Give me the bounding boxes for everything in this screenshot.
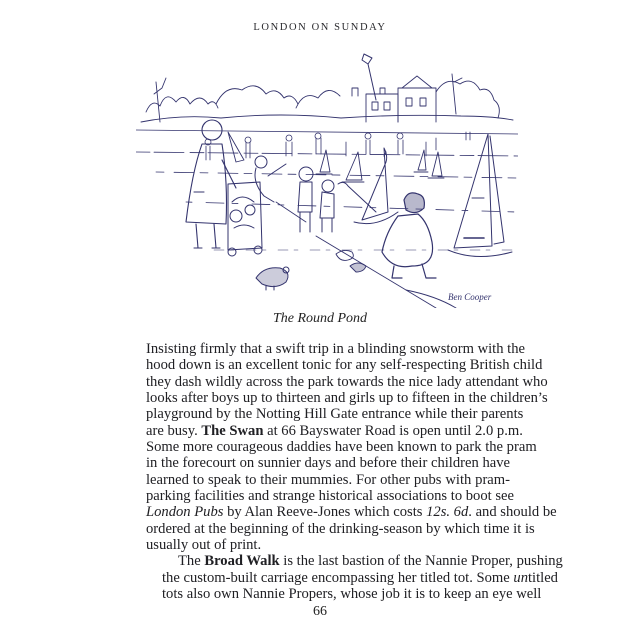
text-line bbox=[146, 439, 537, 456]
text-run: they dash wildly across the park towards the nice lady attendant who bbox=[146, 373, 548, 390]
text-run: is the last bastion of the Nannie Proper, pushing bbox=[279, 553, 563, 570]
text-run: usually out of print. bbox=[146, 537, 262, 554]
text-run: the custom-built carriage encompassing her titled tot. Some bbox=[162, 569, 514, 586]
paragraph bbox=[146, 553, 563, 603]
text-line bbox=[146, 373, 548, 390]
paragraph bbox=[146, 341, 557, 554]
text-run: in the forecourt on sunnier days and before their children have bbox=[146, 455, 510, 472]
text-run: hood down is an excellent tonic for any self-respecting British child bbox=[146, 357, 543, 374]
text-line bbox=[146, 488, 514, 505]
text-run: titled bbox=[527, 569, 558, 586]
round-pond-illustration bbox=[136, 52, 518, 308]
text-run: are busy. bbox=[146, 422, 202, 439]
italic-run: London Pubs bbox=[146, 504, 224, 521]
text-line bbox=[146, 357, 543, 374]
artist-signature: Ben Cooper bbox=[448, 292, 492, 302]
text-run: at 66 Bayswater Road is open until 2.0 p.m. bbox=[263, 422, 523, 439]
text-run: tots also own Nannie Propers, whose job it is to keep an eye well bbox=[162, 586, 542, 603]
text-line bbox=[146, 341, 526, 357]
text-run: playground by the Notting Hill Gate entrance while their parents bbox=[146, 406, 524, 423]
bold-run: The Swan bbox=[201, 422, 264, 439]
text-run: Insisting firmly that a swift trip in a blinding snowstorm with the bbox=[146, 341, 526, 357]
body-text bbox=[146, 341, 563, 603]
text-line bbox=[146, 553, 563, 570]
text-run: by Alan Reeve-Jones which costs bbox=[223, 504, 427, 521]
text-line bbox=[146, 569, 558, 586]
text-line bbox=[146, 586, 542, 603]
sketch-drawing bbox=[136, 52, 518, 308]
italic-run: 12s. 6d bbox=[426, 504, 469, 521]
text-run: The bbox=[178, 553, 205, 570]
italic-run: un bbox=[513, 569, 528, 586]
text-line bbox=[146, 422, 523, 439]
text-run: parking facilities and strange historical associations to boot see bbox=[146, 488, 514, 505]
figure-caption: The Round Pond bbox=[272, 311, 368, 326]
text-line bbox=[146, 504, 557, 521]
text-line bbox=[146, 537, 510, 553]
running-head: LONDON ON SUNDAY bbox=[253, 22, 387, 33]
text-run: learned to speak to their mummies. For other pubs with pram- bbox=[146, 471, 510, 488]
text-line bbox=[146, 472, 510, 488]
text-line bbox=[146, 455, 510, 471]
text-line bbox=[146, 390, 548, 407]
text-line bbox=[146, 520, 535, 537]
page-number: 66 bbox=[313, 604, 327, 619]
text-line bbox=[146, 406, 524, 423]
text-run: Some more courageous daddies have been known to park the pram bbox=[146, 439, 537, 456]
text-run: ordered at the beginning of the drinking-season by which time it is bbox=[146, 520, 535, 537]
text-run: looks after boys up to thirteen and girls up to fifteen in the children’s bbox=[146, 390, 548, 407]
bold-run: Broad Walk bbox=[204, 553, 280, 570]
text-run: . and should be bbox=[468, 504, 557, 521]
